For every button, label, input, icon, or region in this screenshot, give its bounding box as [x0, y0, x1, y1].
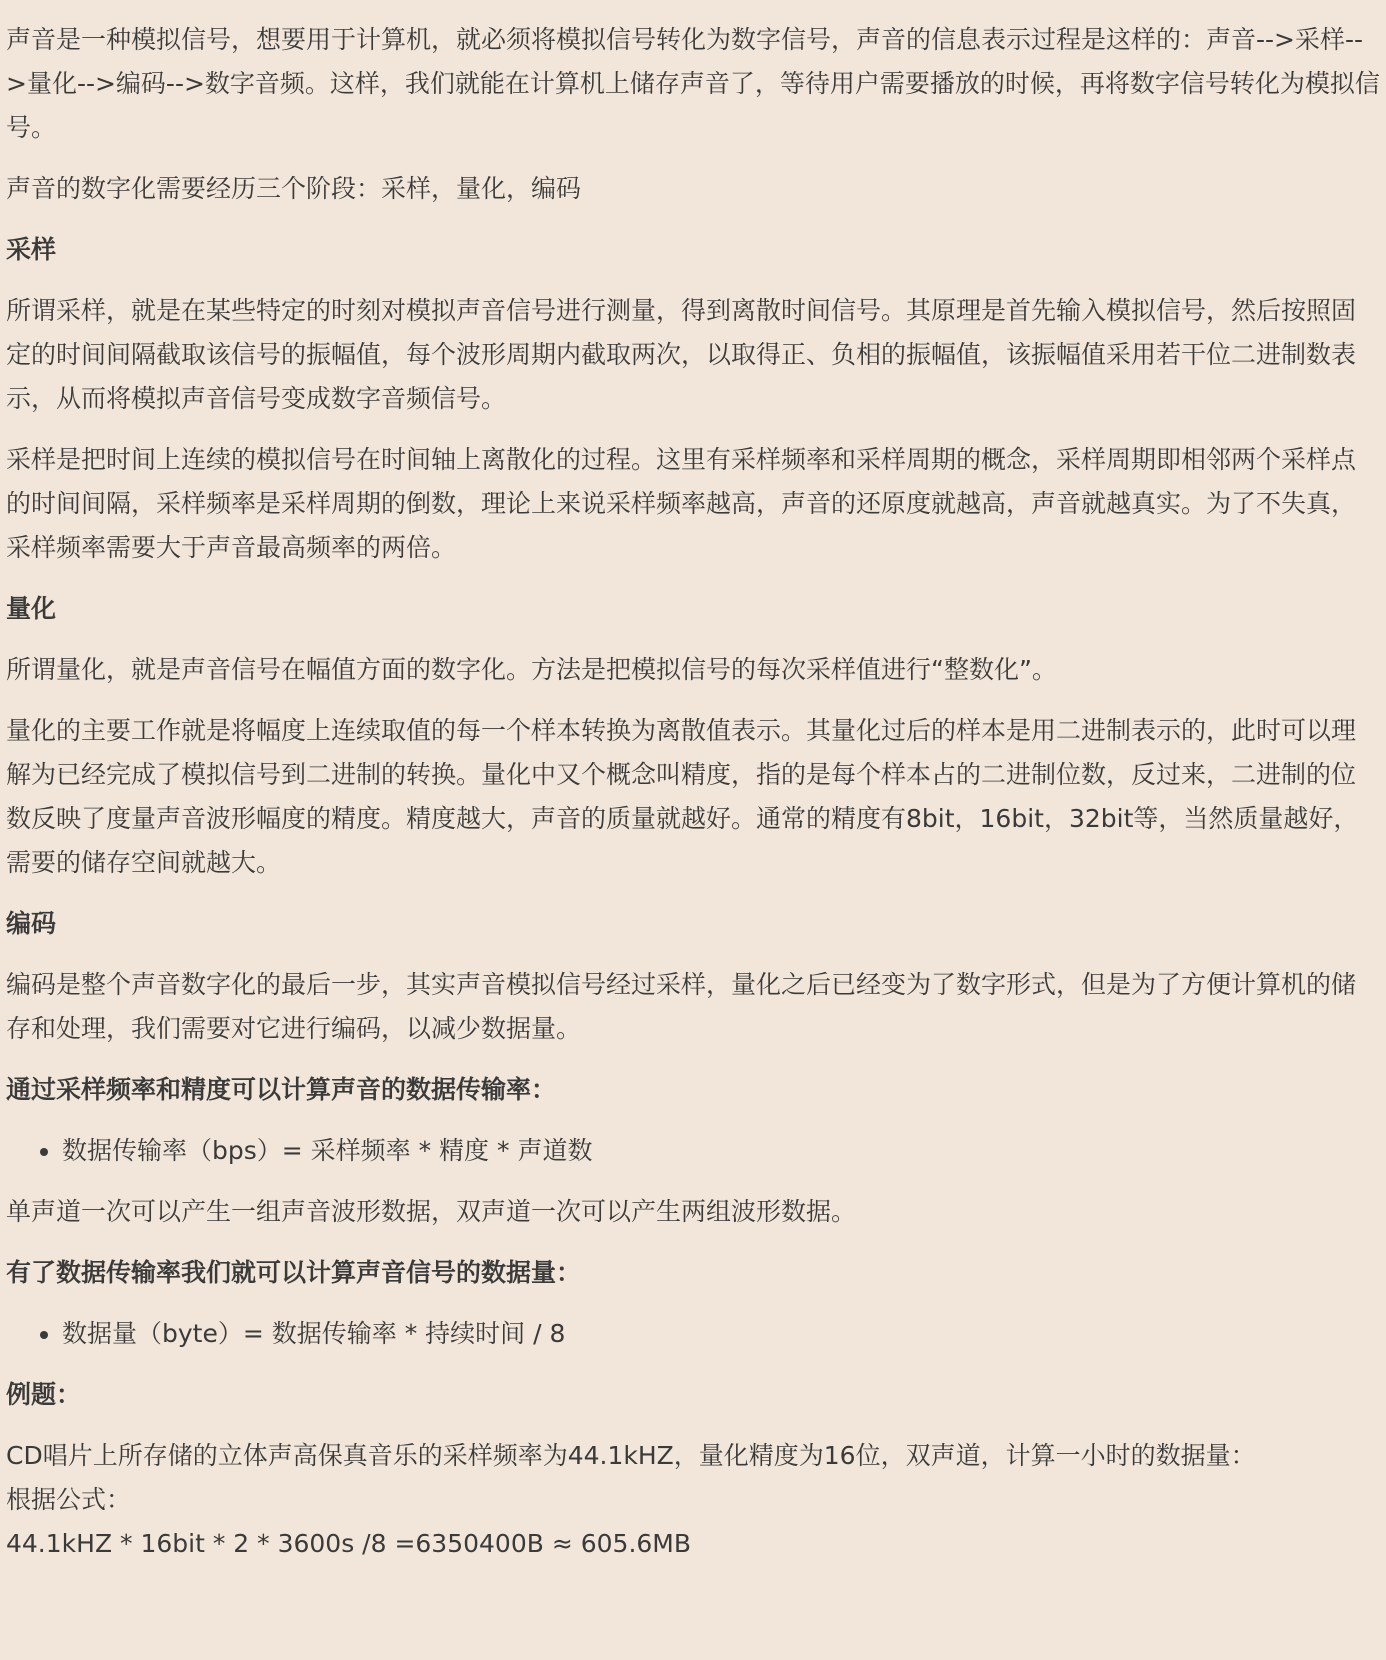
datasize-formula-list	[6, 1312, 1380, 1356]
sampling-paragraph-2: 采样是把时间上连续的模拟信号在时间轴上离散化的过程。这里有采样频率和采样周期的概念，采样周期即相邻两个采样点的时间间隔，采样频率是采样周期的倒数，理论上来说采样频率越高，声音的还原度就越高，声音就越真实。为了不失真，采样频率需要大于声音最高频率的两倍。	[6, 445, 1357, 562]
bitrate-formula-item: 数据传输率（bps）= 采样频率 * 精度 * 声道数	[62, 1129, 1380, 1173]
section-heading-sampling: 采样	[6, 235, 57, 264]
intro-paragraph-2: 声音的数字化需要经历三个阶段：采样，量化，编码	[6, 174, 582, 203]
bitrate-formula-list	[6, 1129, 1380, 1173]
section-heading-quantization: 量化	[6, 594, 57, 623]
example-question: CD唱片上所存储的立体声高保真音乐的采样频率为44.1kHZ，量化精度为16位，双声道，计算一小时的数据量：	[6, 1441, 1256, 1470]
bitrate-heading: 通过采样频率和精度可以计算声音的数据传输率：	[6, 1075, 557, 1104]
channel-note: 单声道一次可以产生一组声音波形数据，双声道一次可以产生两组波形数据。	[6, 1197, 857, 1226]
datasize-heading: 有了数据传输率我们就可以计算声音信号的数据量：	[6, 1258, 582, 1287]
encoding-paragraph-1: 编码是整个声音数字化的最后一步，其实声音模拟信号经过采样，量化之后已经变为了数字形式，但是为了方便计算机的储存和处理，我们需要对它进行编码，以减少数据量。	[6, 970, 1357, 1043]
quantization-paragraph-1: 所谓量化，就是声音信号在幅值方面的数字化。方法是把模拟信号的每次采样值进行“整数化”。	[6, 655, 1057, 684]
intro-paragraph-1: 声音是一种模拟信号，想要用于计算机，就必须将模拟信号转化为数字信号，声音的信息表示过程是这样的：声音-->采样-->量化-->编码-->数字音频。这样，我们就能在计算机上储存声音了，等待用户需要播放的时候，再将数字信号转化为模拟信号。	[6, 25, 1380, 142]
example-formula-label: 根据公式：	[6, 1485, 132, 1514]
datasize-formula-item: 数据量（byte）= 数据传输率 * 持续时间 / 8	[62, 1312, 1380, 1356]
example-calculation: 44.1kHZ * 16bit * 2 * 3600s /8 =6350400B ≈ 605.6MB	[6, 1529, 692, 1558]
example-heading: 例题：	[6, 1380, 82, 1409]
sampling-paragraph-1: 所谓采样，就是在某些特定的时刻对模拟声音信号进行测量，得到离散时间信号。其原理是首先输入模拟信号，然后按照固定的时间间隔截取该信号的振幅值，每个波形周期内截取两次，以取得正、负相的振幅值，该振幅值采用若干位二进制数表示，从而将模拟声音信号变成数字音频信号。	[6, 296, 1357, 413]
section-heading-encoding: 编码	[6, 909, 57, 938]
quantization-paragraph-2: 量化的主要工作就是将幅度上连续取值的每一个样本转换为离散值表示。其量化过后的样本是用二进制表示的，此时可以理解为已经完成了模拟信号到二进制的转换。量化中又个概念叫精度，指的是每个样本占的二进制位数，反过来，二进制的位数反映了度量声音波形幅度的精度。精度越大，声音的质量就越好。通常的精度有8bit，16bit，32bit等，当然质量越好，需要的储存空间就越大。	[6, 716, 1359, 877]
